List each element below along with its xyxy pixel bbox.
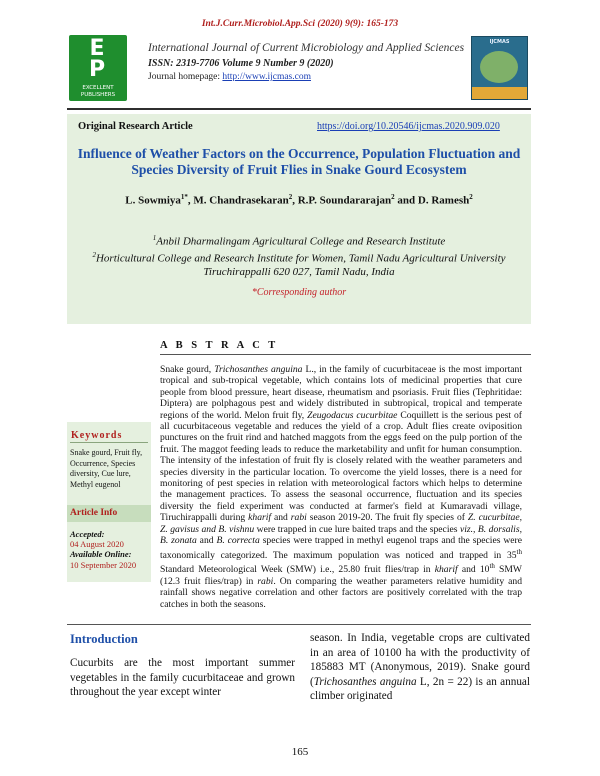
affiliation-1: Anbil Dharmalingam Agricultural College and Research Institute <box>156 235 446 248</box>
journal-homepage <box>148 72 311 82</box>
affiliation-2-sup: 2 <box>92 251 96 260</box>
abstract-bottom-divider <box>67 624 531 625</box>
journal-citation: Int.J.Curr.Microbiol.App.Sci (2020) 9(9): 165-173 <box>201 19 399 29</box>
author-list <box>72 193 526 207</box>
introduction-right-column <box>310 631 530 704</box>
homepage-link[interactable]: http://www.ijcmas.com <box>222 72 311 82</box>
available-online-date: 10 September 2020 <box>70 560 137 570</box>
abstract-species-2: Zeugodacus cucurbitae <box>307 409 398 421</box>
journal-cover-image <box>471 36 528 100</box>
journal-name: International Journal of Current Microbiology and Applied Sciences <box>148 42 465 54</box>
abstract-text-and: and <box>271 512 291 524</box>
available-online-label: Available Online: <box>70 549 132 559</box>
intro-right-species: Trichosanthes anguina <box>313 675 417 688</box>
keywords-heading: Keywords <box>71 430 123 441</box>
accepted-date: 04 August 2020 <box>70 539 124 549</box>
page-number: 165 <box>291 746 309 758</box>
abstract-species-3: Z. cucurbitae, Z. gavisus and B. vishnu <box>160 512 522 535</box>
doi-link[interactable]: https://doi.org/10.20546/ijcmas.2020.909.020 <box>317 121 500 132</box>
abstract-divider <box>160 354 531 355</box>
abstract-sup-2: th <box>489 562 495 571</box>
logo-letter-p: P <box>88 57 106 82</box>
abstract-text-2: L., in the family of cucurbitaceae is the most important tropical and sub-tropical vegetable, which contains lots of medicinal properties that cure people from blood pressure, heart disease, rheumatism and psoriasis. Fruit flies (Tephritidae: Diptera) are polphagous pest and widely distributed in subtropical, tropical and temperate regions of the world. Melon fruit fly, <box>160 364 523 421</box>
abstract-text-5c: and 10 <box>457 564 490 576</box>
accepted-label: Accepted: <box>70 529 105 539</box>
author-3: , R.P. Soundararajan <box>292 194 392 207</box>
affiliations <box>72 232 526 280</box>
abstract-season-1: kharif <box>248 512 272 524</box>
abstract-species-1: Trichosanthes anguina <box>214 364 303 375</box>
abstract-season-3: kharif <box>434 564 458 576</box>
abstract-text-4b: were trapped in cue lure baited traps and the species <box>254 523 460 535</box>
author-3-sup: 2 <box>391 193 395 201</box>
abstract-text-3: Coquillett is the serious pest of all cucurbitaceous vegetable and reduces the yield of a crop. Adult flies create oviposition punctures on the fruit rind and hatched maggots from the eggs feed on the pulp portion of the fruit. The maggot feeding leads to reduce the marketability and unfit for human consumption. The intensity of the infestation of fruit fly is closely related with the weather parameters and species diversity in the particular location. To overcome the yield losses, there is a need for monitoring of pest species in relation with meteorological factors which helps to determine the management practices. To assess the seasonal occurrence, fluctuation and its species diversity the field experiment was conducted at farmer's field at Kumaravadi village, Tiruchirappalli during <box>160 409 522 524</box>
abstract-text-4: season 2019-20. The fruit fly species of <box>306 512 468 524</box>
logo-publisher-text <box>69 85 127 99</box>
author-2-sup: 2 <box>288 193 293 201</box>
corresponding-author: *Corresponding author <box>251 287 347 298</box>
abstract-season-4: rabi <box>257 575 274 587</box>
abstract-season-2: rabi <box>290 512 307 524</box>
intro-right-text-2: L, 2n = 22) is an annual climber originated <box>310 675 531 702</box>
affiliation-2: Horticultural College and Research Institute for Women, Tamil Nadu Agricultural University <box>95 252 506 265</box>
abstract-text-5: species were trapped in methyl eugenol traps and the species were taxonomically categorized. The maximum population was noticed and trapped in 35 <box>160 535 522 561</box>
keywords-divider <box>70 442 148 443</box>
issn-line: ISSN: 2319-7706 Volume 9 Number 9 (2020) <box>148 58 334 69</box>
abstract-species-5: B. correcta <box>216 535 260 547</box>
author-1-sup: 1* <box>180 193 188 201</box>
homepage-label: Journal homepage: <box>148 72 223 82</box>
abstract-text-5d: SMW (12.3 fruit flies/trap) in <box>160 564 522 587</box>
article-info-heading: Article Info <box>70 508 118 518</box>
logo-line1: EXCELLENT <box>82 85 114 91</box>
author-4-sup: 2 <box>469 193 473 201</box>
header-divider <box>67 108 531 110</box>
abstract-text-4c: and <box>196 535 217 547</box>
logo-line2: PUBLISHERS <box>80 92 116 98</box>
abstract-heading: A B S T R A C T <box>160 340 279 351</box>
logo-letters <box>77 38 117 80</box>
author-1: L. Sowmiya <box>125 194 181 207</box>
introduction-left-column: Cucurbits are the most important summer vegetables in the family cucurbitaceae and grown throughout the year except winter <box>70 657 295 698</box>
doi-container <box>317 121 500 132</box>
introduction-heading: Introduction <box>70 632 138 646</box>
affiliation-3: Tiruchirappalli 620 027, Tamil Nadu, India <box>203 266 395 279</box>
abstract-text-1: Snake gourd, <box>160 364 215 375</box>
abstract-sup-1: th <box>516 547 522 556</box>
abstract-text-6: . On comparing the weather parameters relative humidity and rainfall shows negative correlation and other factors are positively correlated with the trap catches in both the seasons. <box>160 575 522 610</box>
abstract-body <box>160 364 522 610</box>
abstract-species-4: viz., B. dorsalis, B. zonata <box>160 523 522 547</box>
cover-picture <box>480 51 518 83</box>
keywords-text: Snake gourd, Fruit fly, Occurrence, Species diversity, Cue lure, Methyl eugenol <box>70 448 143 489</box>
cover-title: IJCMAS <box>489 39 510 45</box>
author-4: and D. Ramesh <box>394 194 470 207</box>
author-2: , M. Chandrasekaran <box>187 194 289 207</box>
intro-right-text-1: season. In India, vegetable crops are cultivated in an area of 10100 ha with the productivity of 185883 MT (Anonymous, 2019). Snake gourd ( <box>310 632 530 688</box>
abstract-text-5b: Standard Meteorological Week (SMW) i.e., 25.80 fruit flies/trap in <box>160 564 435 576</box>
affiliation-1-sup: 1 <box>152 234 157 242</box>
cover-band <box>472 87 527 99</box>
article-title: Influence of Weather Factors on the Occurrence, Population Fluctuation and Species Diversity of Fruit Flies in Snake Gourd Ecosystem <box>77 146 521 177</box>
logo-letter-e: E <box>89 36 105 61</box>
publisher-logo <box>69 35 127 101</box>
article-type: Original Research Article <box>78 121 193 132</box>
